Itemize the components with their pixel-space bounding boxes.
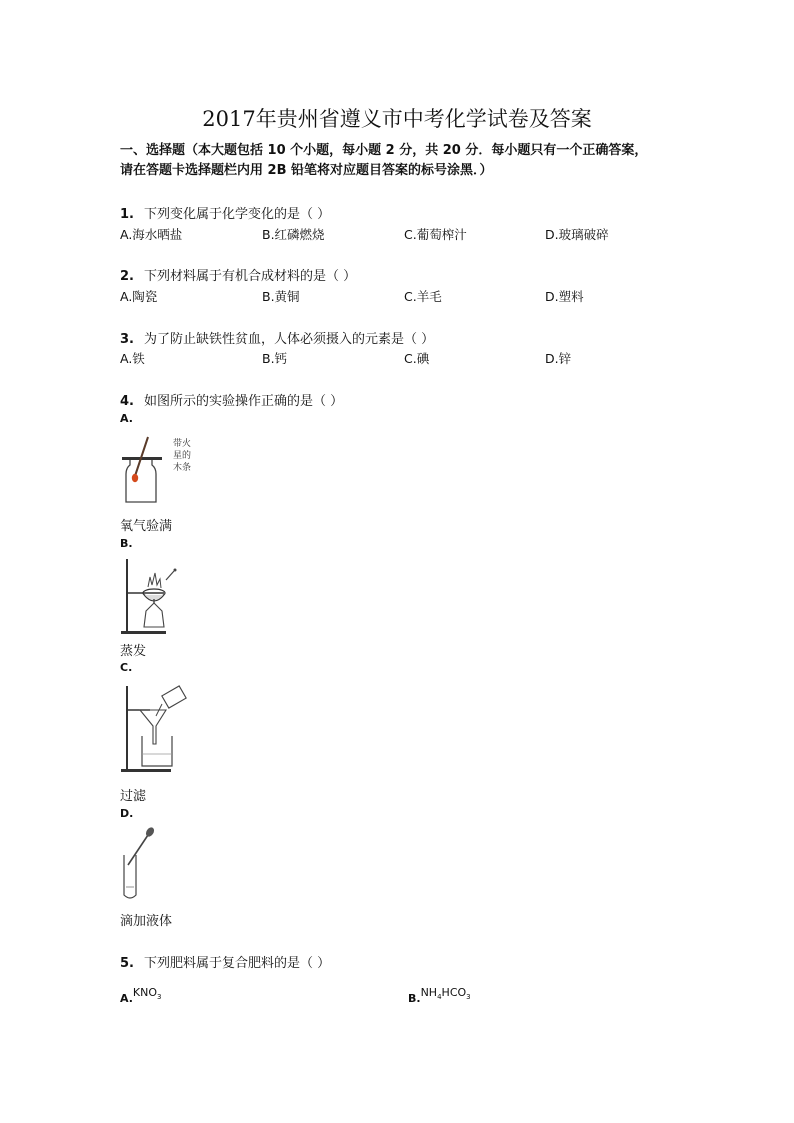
option-letter: A.: [120, 992, 133, 1005]
figure-label-line-2: 星的: [173, 451, 192, 461]
question-3: [120, 328, 434, 347]
question-2: [120, 265, 356, 284]
q3-option-b: B.钙: [262, 351, 288, 366]
section-heading-line-1: 一、选择题（本大题包括 10 个小题，每小题 2 分，共 20 分．每小题只有一个正确答案，: [120, 143, 648, 158]
figure-label-line-1: 带火: [173, 439, 192, 449]
q3-option-c: C.碘: [404, 351, 430, 366]
dropper-figure: [118, 825, 168, 903]
q4-choice-d-letter: D.: [120, 807, 134, 820]
q2-option-b: B.黄铜: [262, 289, 300, 304]
formula-kno3: $KNO_3$: [132, 986, 162, 1002]
formula-nh4hco3: $NH_4HCO_3$: [420, 986, 471, 1002]
q2-option-c: C.羊毛: [404, 289, 442, 304]
q5-option-a: [120, 981, 162, 1005]
q4-choice-c-letter: C.: [120, 661, 133, 674]
q1-option-a: A.海水晒盐: [120, 227, 183, 242]
question-text: 下列变化属于化学变化的是（ ）: [144, 207, 331, 222]
option-letter: B.: [408, 992, 421, 1005]
evaporation-figure: [118, 555, 188, 637]
page-title: 2017年贵州省遵义市中考化学试卷及答案: [202, 107, 592, 131]
q2-option-d: D.塑料: [545, 289, 584, 304]
q4-choice-d-caption: 滴加液体: [120, 914, 173, 929]
q5-option-b: [408, 981, 471, 1005]
q2-option-a: A.陶瓷: [120, 289, 158, 304]
question-number: 3.: [120, 332, 134, 347]
q4-choice-a-caption: 氧气验满: [120, 519, 173, 534]
question-number: 5.: [120, 956, 134, 971]
question-text: 为了防止缺铁性贫血，人体必须摄入的元素是（ ）: [144, 332, 435, 347]
figure-label-line-3: 木条: [173, 463, 192, 473]
question-5: [120, 952, 330, 971]
section-heading-line-2: 请在答题卡选择题栏内用 2B 铅笔将对应题目答案的标号涂黑．）: [120, 163, 493, 178]
question-number: 1.: [120, 207, 134, 222]
question-number: 4.: [120, 394, 134, 409]
q1-option-b: B.红磷燃烧: [262, 227, 325, 242]
q4-choice-a-letter: A.: [120, 412, 133, 425]
question-number: 2.: [120, 269, 134, 284]
q4-choice-c-caption: 过滤: [120, 789, 147, 804]
filtration-figure: [118, 682, 198, 776]
q4-choice-b-letter: B.: [120, 537, 133, 550]
oxygen-test-figure: [118, 432, 198, 508]
question-1: [120, 203, 330, 222]
question-text: 下列材料属于有机合成材料的是（ ）: [144, 269, 357, 284]
question-text: 如图所示的实验操作正确的是（ ）: [144, 394, 344, 409]
q3-option-a: A.铁: [120, 351, 145, 366]
q4-choice-b-caption: 蒸发: [120, 644, 147, 659]
q3-option-d: D.锌: [545, 351, 572, 366]
question-text: 下列肥料属于复合肥料的是（ ）: [144, 956, 331, 971]
question-4: [120, 390, 343, 409]
q1-option-d: D.玻璃破碎: [545, 227, 609, 242]
q1-option-c: C.葡萄榨汁: [404, 227, 467, 242]
